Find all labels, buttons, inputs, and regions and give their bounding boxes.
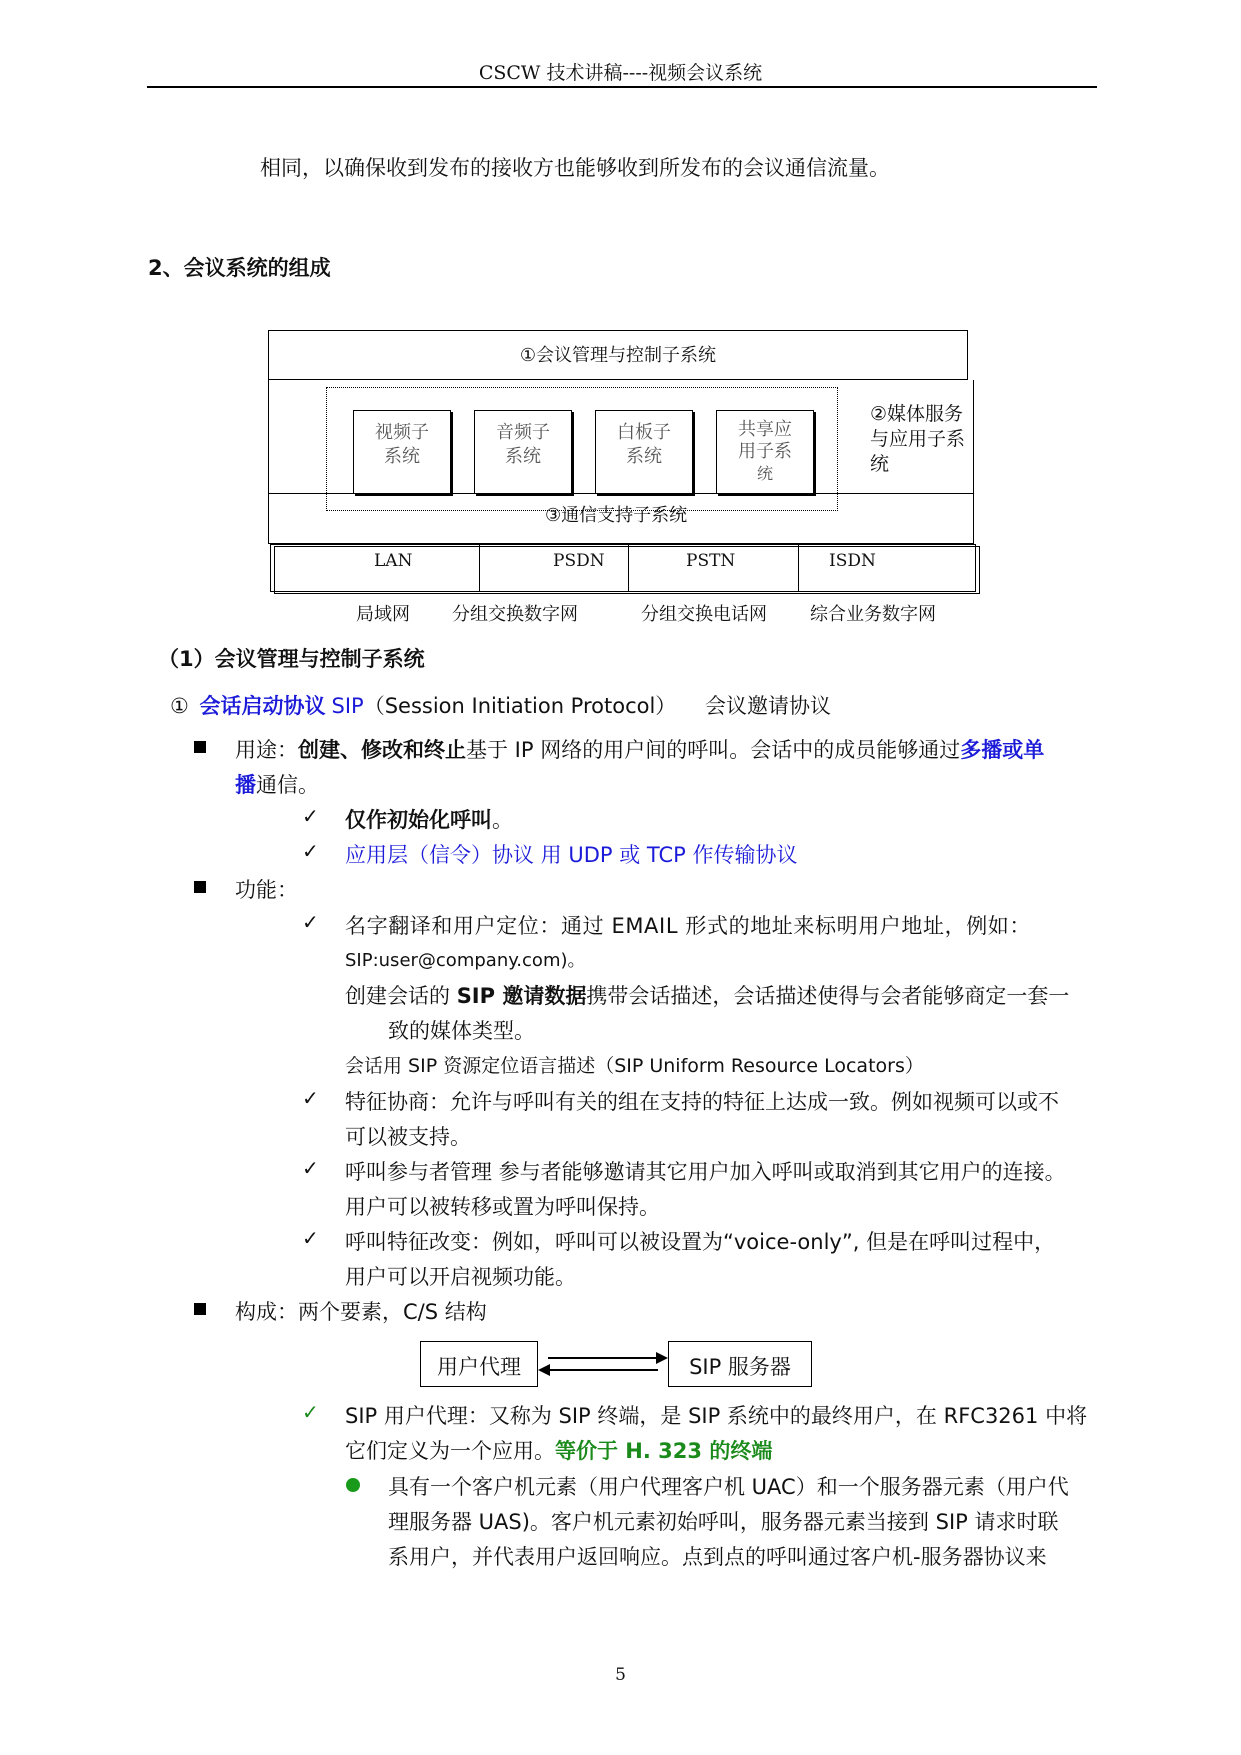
bullet-dot-icon (346, 1478, 360, 1492)
func-4-line-1: 呼叫特征改变：例如，呼叫可以被设置为“voice-only”, 但是在呼叫过程中， (345, 1230, 1056, 1254)
check-icon: ✓ (302, 1156, 319, 1180)
share-subsystem-box: 共享应 用子系 统 (716, 410, 814, 494)
usage-line-1: 用途：创建、修改和终止基于 IP 网络的用户间的呼叫。会话中的成员能够通过多播或单 (235, 738, 1045, 762)
check-icon: ✓ (302, 910, 319, 934)
top-box (268, 330, 968, 380)
usage-line-2: 播通信。 (235, 773, 319, 797)
video-subsystem-box: 视频子 系统 (353, 410, 451, 494)
whiteboard-subsystem-box: 白板子 系统 (595, 410, 693, 494)
dot-line-2: 理服务器 UAS)。客户机元素初始呼叫，服务器元素当接到 SIP 请求时联 (388, 1510, 1059, 1534)
check-icon: ✓ (302, 1226, 319, 1250)
comm-box-label: ③通信支持子系统 (545, 505, 688, 526)
func-2-line-1: 特征协商：允许与呼叫有关的组在支持的特征上达成一致。例如视频可以或不 (345, 1090, 1059, 1114)
ua-line-1: SIP 用户代理：又称为 SIP 终端，是 SIP 系统中的最终用户，在 RFC3261 中将 (345, 1404, 1088, 1428)
net-divider-3 (798, 544, 799, 592)
func-1-line-4: 致的媒体类型。 (388, 1019, 535, 1043)
func-1-line-3: 创建会话的 SIP 邀请数据携带会话描述，会话描述使得与会者能够商定一套一 (345, 984, 1070, 1008)
sip-title-line (170, 690, 831, 720)
header-rule (147, 86, 1097, 88)
sip-title-abbr: SIP (331, 694, 364, 718)
func-4-line-2: 用户可以开启视频功能。 (345, 1265, 576, 1289)
func-3-line-1: 呼叫参与者管理 参与者能够邀请其它用户加入呼叫或取消到其它用户的连接。 (345, 1160, 1066, 1184)
func-3-line-2: 用户可以被转移或置为呼叫保持。 (345, 1195, 660, 1219)
top-box-label: ①会议管理与控制子系统 (519, 345, 717, 366)
check-icon: ✓ (302, 1086, 319, 1110)
page-number: 5 (615, 1665, 626, 1685)
func-2-line-2: 可以被支持。 (345, 1125, 471, 1149)
sip-title-en: （Session Initiation Protocol） (363, 694, 677, 718)
square-bullet (194, 741, 206, 753)
bidirectional-arrow-icon (538, 1341, 668, 1387)
usage-check-1: 仅作初始化呼叫。 (345, 808, 513, 832)
net-divider-1 (479, 544, 480, 592)
audio-subsystem-box: 音频子 系统 (474, 410, 572, 494)
net-psdn: PSDN (553, 551, 605, 571)
square-bullet (194, 881, 206, 893)
func-1-line-2: SIP:user@company.com)。 (345, 950, 586, 971)
sip-server-box: SIP 服务器 (668, 1341, 812, 1387)
dot-line-1: 具有一个客户机元素（用户代理客户机 UAC）和一个服务器元素（用户代 (388, 1475, 1069, 1499)
net-pstn: PSTN (686, 551, 736, 571)
section-heading: 2、会议系统的组成 (148, 256, 331, 280)
usage-check-2: 应用层（信令）协议 用 UDP 或 TCP 作传输协议 (345, 843, 798, 867)
item-number: ① (170, 694, 189, 718)
square-bullet (194, 1303, 206, 1315)
dot-line-3: 系用户，并代表用户返回响应。点到点的呼叫通过客户机-服务器协议来 (388, 1545, 1047, 1569)
subsection-heading: （1）会议管理与控制子系统 (158, 647, 425, 671)
net-divider-2 (628, 544, 629, 592)
composition-label: 构成：两个要素，C/S 结构 (235, 1300, 487, 1324)
func-1-line-1: 名字翻译和用户定位：通过 EMAIL 形式的地址来标明用户地址，例如： (345, 914, 1031, 938)
net-isdn: ISDN (829, 551, 876, 571)
net-label-isdn: 综合业务数字网 (810, 604, 936, 625)
func-1-line-5: 会话用 SIP 资源定位语言描述（SIP Uniform Resource Locators） (345, 1055, 924, 1077)
sip-title-cn: 会话启动协议 (199, 694, 326, 718)
media-label: ②媒体服务 与应用子系 统 (870, 403, 966, 475)
intro-line: 相同，以确保收到发布的接收方也能够收到所发布的会议通信流量。 (260, 156, 890, 180)
user-agent-box: 用户代理 (420, 1341, 538, 1387)
net-label-lan: 局域网 (356, 604, 410, 625)
sip-title-tail: 会议邀请协议 (705, 694, 831, 718)
check-icon: ✓ (302, 804, 319, 828)
comm-box (268, 494, 974, 544)
net-lan: LAN (374, 551, 413, 571)
ua-line-2: 它们定义为一个应用。等价于 H. 323 的终端 (345, 1439, 773, 1463)
check-icon: ✓ (302, 839, 319, 863)
function-label: 功能： (235, 878, 298, 902)
page-header: CSCW 技术讲稿----视频会议系统 (478, 62, 763, 84)
check-icon: ✓ (302, 1400, 319, 1424)
net-label-psdn: 分组交换数字网 (452, 604, 578, 625)
net-label-pstn: 分组交换电话网 (641, 604, 767, 625)
